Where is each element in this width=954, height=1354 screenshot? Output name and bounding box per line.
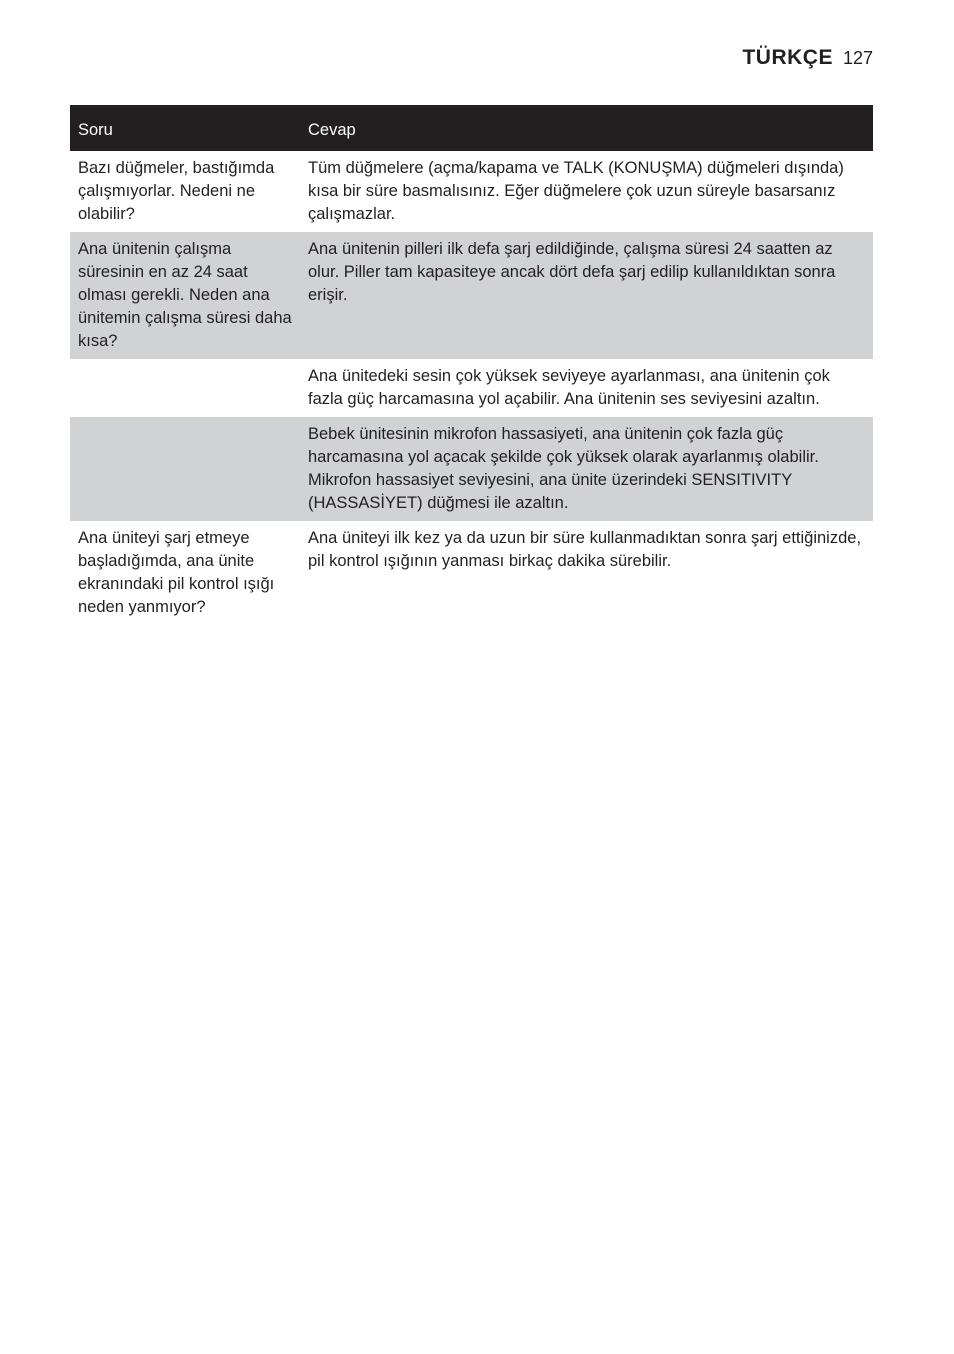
table-row <box>70 417 873 521</box>
answer-cell: Ana üniteyi ilk kez ya da uzun bir süre kullanmadıktan sonra şarj ettiğinizde, pil kontrol ışığının yanması birkaç dakika sürebilir. <box>308 529 862 570</box>
answer-cell: Tüm düğmelere (açma/kapama ve TALK (KONUŞMA) düğmeleri dışında) kısa bir süre basmalısınız. Eğer düğmelere çok uzun süreyle basarsanız çalışmazlar. <box>308 159 844 223</box>
table-row <box>70 151 873 232</box>
table-header-row <box>70 105 873 151</box>
answer-cell: Ana ünitedeki sesin çok yüksek seviyeye ayarlanması, ana ünitenin çok fazla güç harcamasına yol açabilir. Ana ünitenin ses seviyesini azaltın. <box>308 367 830 408</box>
column-header-question: Soru <box>70 105 300 151</box>
language-title: TÜRKÇE <box>742 46 833 69</box>
page-number: 127 <box>842 48 873 68</box>
question-cell <box>70 417 300 521</box>
question-cell: Ana üniteyi şarj etmeye başladığımda, ana ünite ekranındaki pil kontrol ışığı neden yanmıyor? <box>78 529 275 616</box>
question-cell: Bazı düğmeler, bastığımda çalışmıyorlar. Nedeni ne olabilir? <box>78 159 275 223</box>
answer-cell: Bebek ünitesinin mikrofon hassasiyeti, ana ünitenin çok fazla güç harcamasına yol açacak şekilde çok yüksek olarak ayarlanmış olabilir. Mikrofon hassasiyet seviyesini, ana ünite üzerindeki SENSITIVITY (HASSASİYET) düğmesi ile azaltın. <box>300 417 873 521</box>
table-row <box>70 359 873 417</box>
question-cell <box>70 359 300 417</box>
column-header-answer: Cevap <box>300 105 873 151</box>
question-cell: Ana ünitenin çalışma süresinin en az 24 saat olması gerekli. Neden ana ünitemin çalışma süresi daha kısa? <box>70 232 300 359</box>
page-header <box>742 46 873 70</box>
troubleshooting-table <box>70 105 873 625</box>
answer-cell: Ana ünitenin pilleri ilk defa şarj edildiğinde, çalışma süresi 24 saatten az olur. Piller tam kapasiteye ancak dört defa şarj edilip kullanıldıktan sonra erişir. <box>300 232 873 359</box>
table-row <box>70 521 873 625</box>
table-row <box>70 232 873 359</box>
